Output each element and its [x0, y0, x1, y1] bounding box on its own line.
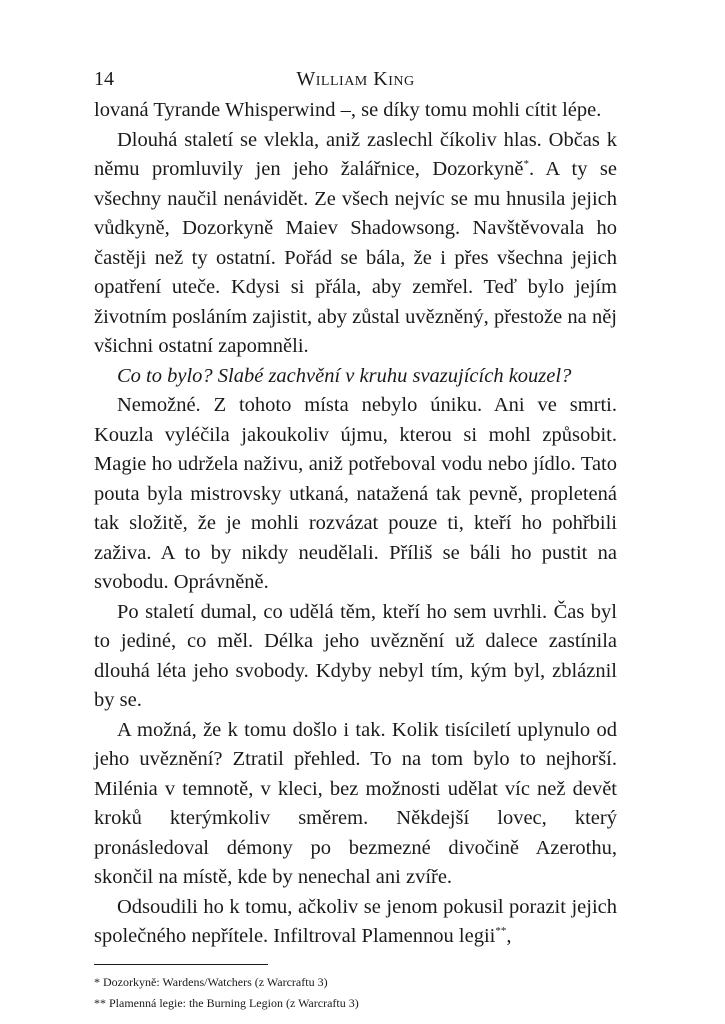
footnote: ** Plamenná legie: the Burning Legion (z Warcraftu 3) — [94, 995, 359, 1010]
paragraph-text: , — [506, 925, 512, 947]
paragraph-continued: lovaná Tyrande Whisperwind –, se díky tomu mohli cítit lépe. — [94, 99, 602, 121]
footnote-marker: ** — [495, 925, 507, 937]
paragraph: Nemožné. Z tohoto místa nebylo úniku. Ani ve smrti. Kouzla vyléčila jakoukoliv újmu, kterou si mohl způsobit. Magie ho udržela naživu, aniž potřeboval vodu nebo jídlo. Tato pouta byla mistrovsky utkaná, natažená tak pevně, propletená tak složitě, že je mohli rozvázat pouze ti, kteří ho pohřbili zaživa. A to by nikdy neudělali. Příliš se báli ho pustit na svobodu. Oprávněně. — [94, 394, 617, 593]
paragraph-text: . A ty se všechny naučil nenávidět. Ze všech nejvíc se mu hnusila jejich vůdkyně, Dozorkyně Maiev Shadowsong. Navštěvovala ho častěji než ty ostatní. Pořád se bála, že i přes všechna jejich opatření uteče. Kdysi si přála, aby zemřel. Teď bylo jejím životním posláním zajistit, aby zůstal uvězněný, přestože na něj všichni ostatní zapomněli. — [94, 158, 617, 357]
paragraph: Po staletí dumal, co udělá těm, kteří ho sem uvrhli. Čas byl to jediné, co měl. Délka jeho uvěznění už dalece zastínila dlouhá léta jeho svobody. Kdyby nebyl tím, kým byl, zbláznil by se. — [94, 600, 617, 711]
paragraph-text: Dlouhá staletí se vlekla, aniž zaslechl číkoliv hlas. Občas k němu promluvily jen jeho žalářnice, Dozorkyně — [94, 128, 617, 180]
page-header — [94, 66, 617, 96]
paragraph — [94, 126, 617, 362]
running-head-author: William King — [296, 68, 415, 90]
body-text — [94, 96, 617, 952]
paragraph-italic-thought: Co to bylo? Slabé zachvění v kruhu svazujících kouzel? — [117, 364, 572, 387]
footnotes — [94, 972, 617, 1014]
footnote-divider — [94, 964, 268, 965]
book-page — [94, 66, 617, 1014]
paragraph — [94, 893, 617, 952]
footnote-marker: * — [523, 158, 529, 170]
page-number: 14 — [94, 68, 114, 90]
footnote: * Dozorkyně: Wardens/Watchers (z Warcraftu 3) — [94, 974, 328, 989]
paragraph: A možná, že k tomu došlo i tak. Kolik tisíciletí uplynulo od jeho uvěznění? Ztratil přehled. To na tom bylo to nejhorší. Milénia v temnotě, v kleci, bez možnosti udělat víc než devět kroků kterýmkoliv směrem. Někdejší lovec, který pronásledoval démony po bezmezné divočině Azerothu, skončil na místě, kde by nenechal ani zvíře. — [94, 718, 617, 888]
paragraph-text: Odsoudili ho k tomu, ačkoliv se jenom pokusil porazit jejich společného nepřítele. Infiltroval Plamennou legii — [94, 895, 617, 947]
